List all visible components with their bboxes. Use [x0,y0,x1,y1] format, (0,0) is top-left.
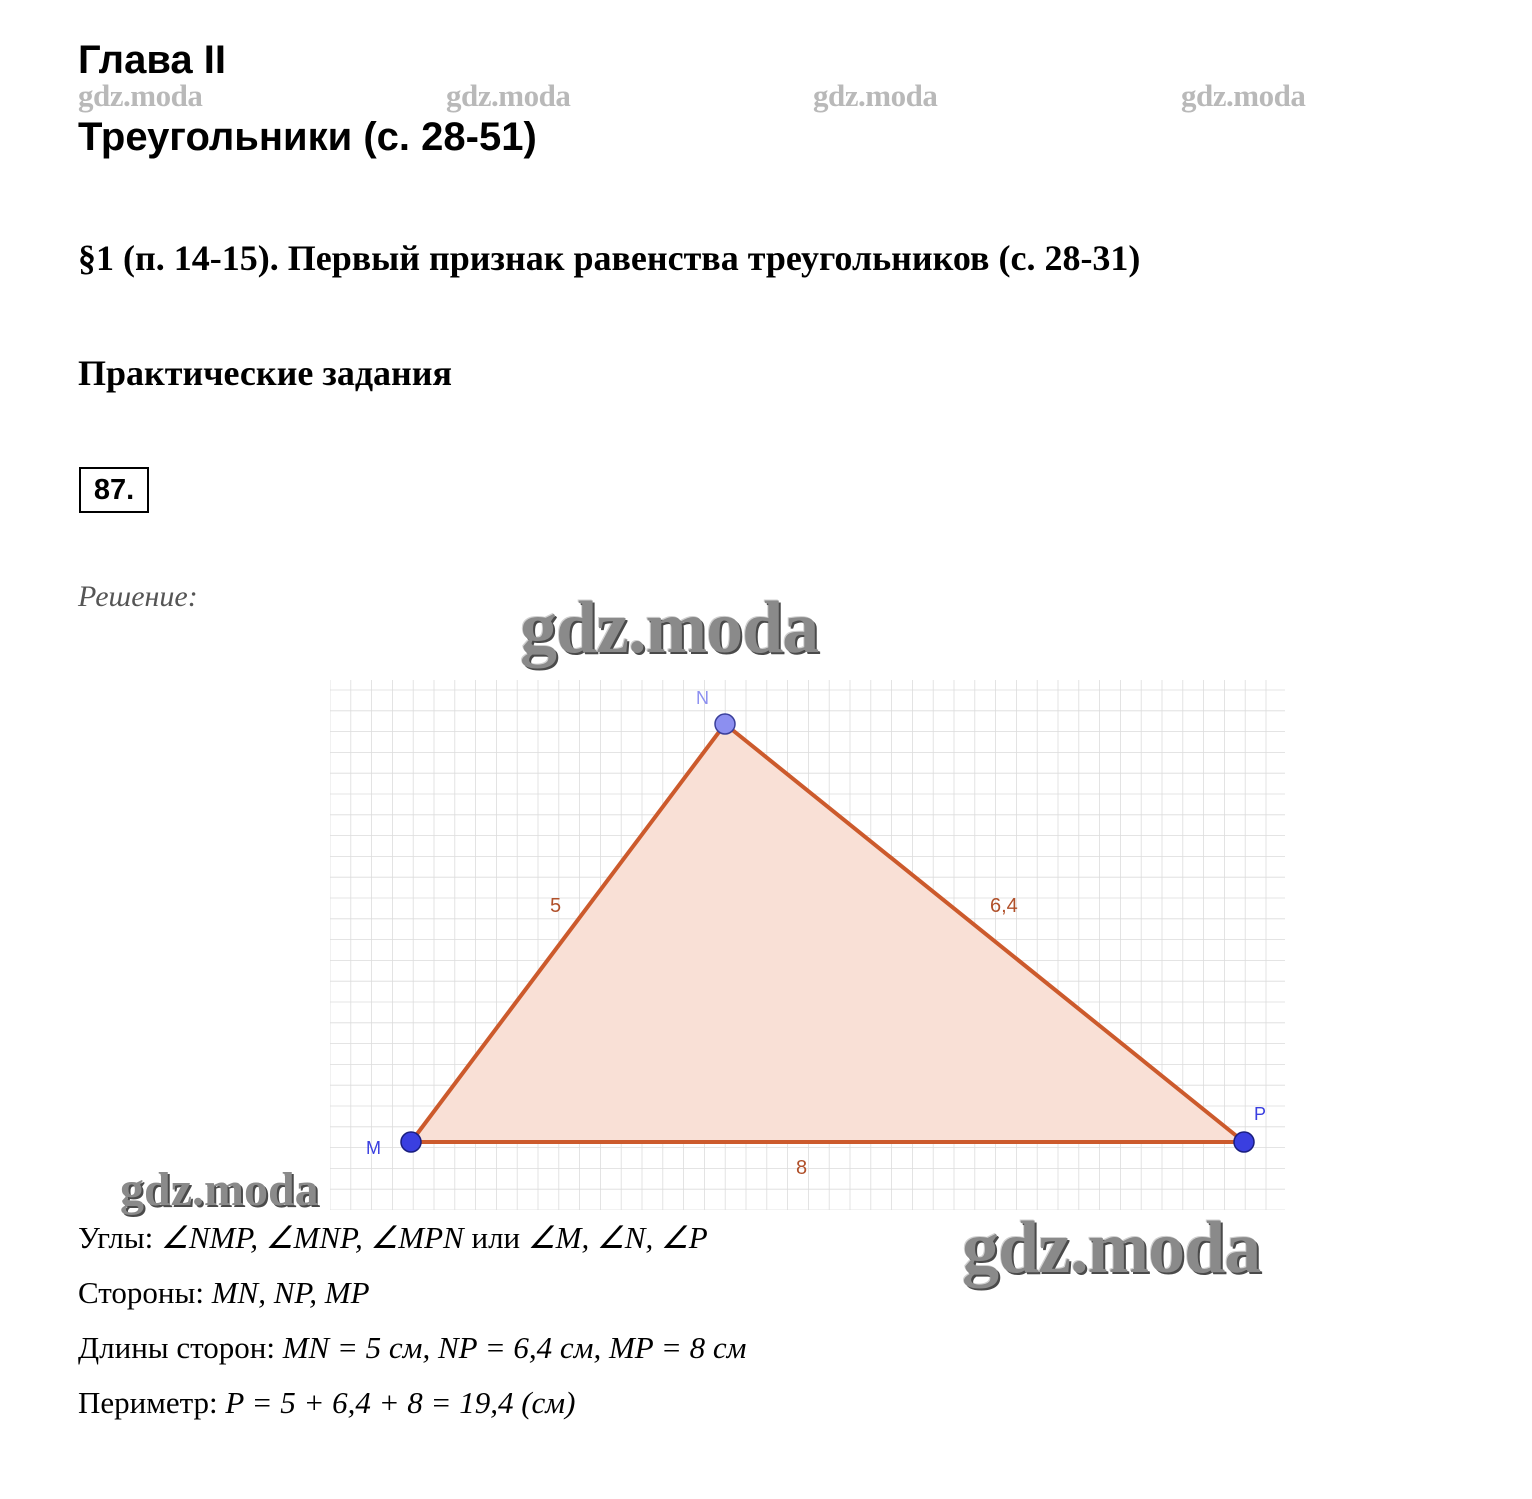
sides-value: MN, NP, MP [211,1275,370,1310]
sides-line [78,1273,370,1313]
triangle-figure [330,680,1285,1210]
chapter-heading: Глава II [78,38,226,82]
angles-or: или [471,1220,521,1255]
vertex-n-point [715,714,735,734]
sides-label: Стороны: [78,1275,204,1310]
perimeter-line [78,1383,575,1423]
watermark: gdz.moda [1181,78,1306,113]
perimeter-label: Периметр: [78,1385,218,1420]
watermark: gdz.moda [962,1207,1261,1289]
lengths-line [78,1328,746,1368]
solution-label: Решение: [78,580,198,613]
vertex-p-point [1234,1132,1254,1152]
task-number: 87. [79,467,149,513]
watermark: gdz.moda [446,78,571,113]
section-title: §1 (п. 14-15). Первый признак равенства треугольников (с. 28-31) [78,238,1141,278]
watermark: gdz.moda [120,1163,319,1216]
watermark: gdz.moda [520,587,819,669]
lengths-value: MN = 5 см, NP = 6,4 см, MP = 8 см [282,1330,747,1365]
angles-line [78,1218,708,1258]
lengths-label: Длины сторон: [78,1330,275,1365]
angles-label: Углы: [78,1220,154,1255]
vertex-label-n: N [696,688,709,708]
vertex-label-m: M [366,1138,381,1158]
triangle-mnp [411,724,1244,1142]
perimeter-value: P = 5 + 6,4 + 8 = 19,4 (см) [225,1385,576,1420]
subsection-title: Практические задания [78,353,452,393]
watermark: gdz.moda [78,78,203,113]
side-label-mp: 8 [796,1157,808,1179]
vertex-label-p: P [1254,1104,1267,1124]
side-label-np: 6,4 [990,895,1018,917]
angles-value: ∠NMP, ∠MNP, ∠MPN [161,1220,464,1255]
watermark: gdz.moda [813,78,938,113]
vertex-m-point [401,1132,421,1152]
chapter-title: Треугольники (с. 28-51) [78,115,537,159]
side-label-mn: 5 [550,895,562,917]
angles-short: ∠M, ∠N, ∠P [527,1220,708,1255]
